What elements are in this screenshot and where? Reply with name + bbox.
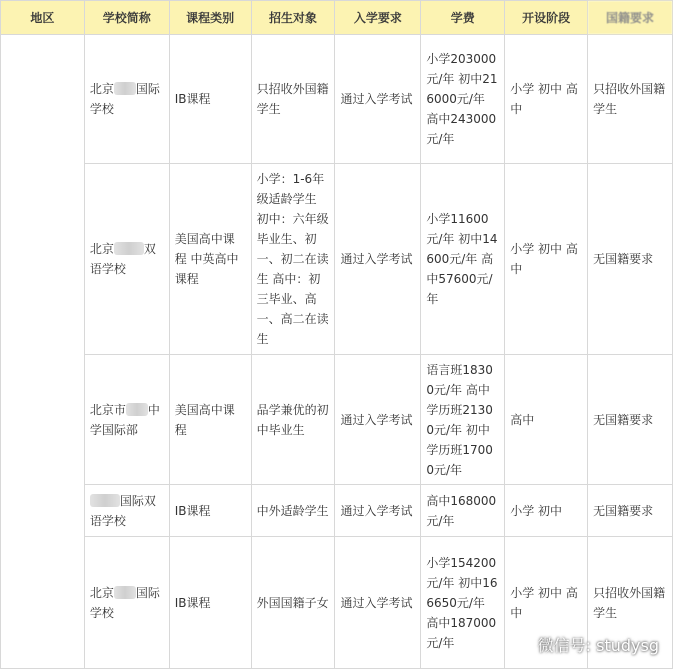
redacted-mark <box>114 82 136 95</box>
school-name-cell: 北京 国际学校 <box>89 585 160 620</box>
course-cell: IB课程 <box>174 92 211 106</box>
target-cell: 品学兼优的初中毕业生 <box>256 402 329 437</box>
school-name-cell: 北京市 中学国际部 <box>89 402 160 437</box>
fee-cell: 小学203000元/年 初中216000元/年 高中243000元/年 <box>426 52 498 146</box>
nationality-cell: 无国籍要求 <box>593 252 654 266</box>
header-course-type: 课程类别 <box>169 1 251 35</box>
nationality-cell: 无国籍要求 <box>593 503 654 518</box>
course-cell: 美国高中课程 <box>174 402 235 437</box>
school-name-cell: 北京 双语学校 <box>89 242 156 276</box>
redacted-mark <box>114 586 136 599</box>
target-cell: 中外适龄学生 <box>256 503 329 518</box>
target-cell: 只招收外国籍学生 <box>256 82 329 116</box>
nationality-cell: 只招收外国籍学生 <box>593 82 666 116</box>
target-cell: 外国国籍子女 <box>256 595 329 610</box>
table-row <box>1 35 673 164</box>
requirement-cell: 通过入学考试 <box>340 503 413 518</box>
header-target: 招生对象 <box>251 1 335 35</box>
header-fee: 学费 <box>421 1 505 35</box>
fee-cell: 小学11600元/年 初中14600元/年 高中57600元/年 <box>426 212 498 306</box>
header-row <box>1 1 673 35</box>
wechat-watermark <box>510 633 659 656</box>
school-name-cell: 国际双语学校 <box>89 493 156 528</box>
table-row <box>1 355 673 485</box>
table-row <box>1 164 673 355</box>
redacted-mark <box>90 494 120 507</box>
region-cell <box>1 35 85 669</box>
course-cell: 美国高中课程 中英高中课程 <box>174 232 239 286</box>
fee-cell: 高中168000元/年 <box>426 493 497 528</box>
requirement-cell: 通过入学考试 <box>340 595 413 610</box>
requirement-cell: 通过入学考试 <box>340 412 413 427</box>
header-nationality: 国籍要求 <box>588 1 673 35</box>
course-cell: IB课程 <box>174 595 211 610</box>
table-row <box>1 485 673 537</box>
nationality-cell: 无国籍要求 <box>593 412 654 427</box>
nationality-cell: 只招收外国籍学生 <box>593 585 666 620</box>
requirement-cell: 通过入学考试 <box>340 92 413 106</box>
stage-cell: 小学 初中 高中 <box>510 585 578 620</box>
header-region: 地区 <box>1 1 85 35</box>
redacted-mark <box>114 242 144 255</box>
redacted-mark <box>126 403 148 416</box>
stage-cell: 小学 初中 <box>510 503 563 518</box>
watermark-text: 微信号: studysg <box>537 636 659 655</box>
stage-cell: 小学 初中 高中 <box>510 242 578 276</box>
header-school-name: 学校简称 <box>84 1 169 35</box>
target-cell: 小学：1-6年级适龄学生 初中：六年级毕业生、初一、初二在读生 高中：初三毕业、高一、高二在读生 <box>256 172 329 346</box>
fee-cell: 小学154200元/年 初中166650元/年 高中187000元/年 <box>426 555 498 650</box>
header-requirement: 入学要求 <box>335 1 421 35</box>
wechat-icon <box>510 636 532 654</box>
fee-cell: 语言班18300元/年 高中学历班21300元/年 初中学历班17000元/年 <box>426 362 493 477</box>
stage-cell: 高中 <box>510 412 535 427</box>
course-cell: IB课程 <box>174 503 211 518</box>
requirement-cell: 通过入学考试 <box>340 252 413 266</box>
header-stage: 开设阶段 <box>505 1 588 35</box>
school-name-cell: 北京 国际学校 <box>89 82 160 116</box>
stage-cell: 小学 初中 高中 <box>510 82 578 116</box>
